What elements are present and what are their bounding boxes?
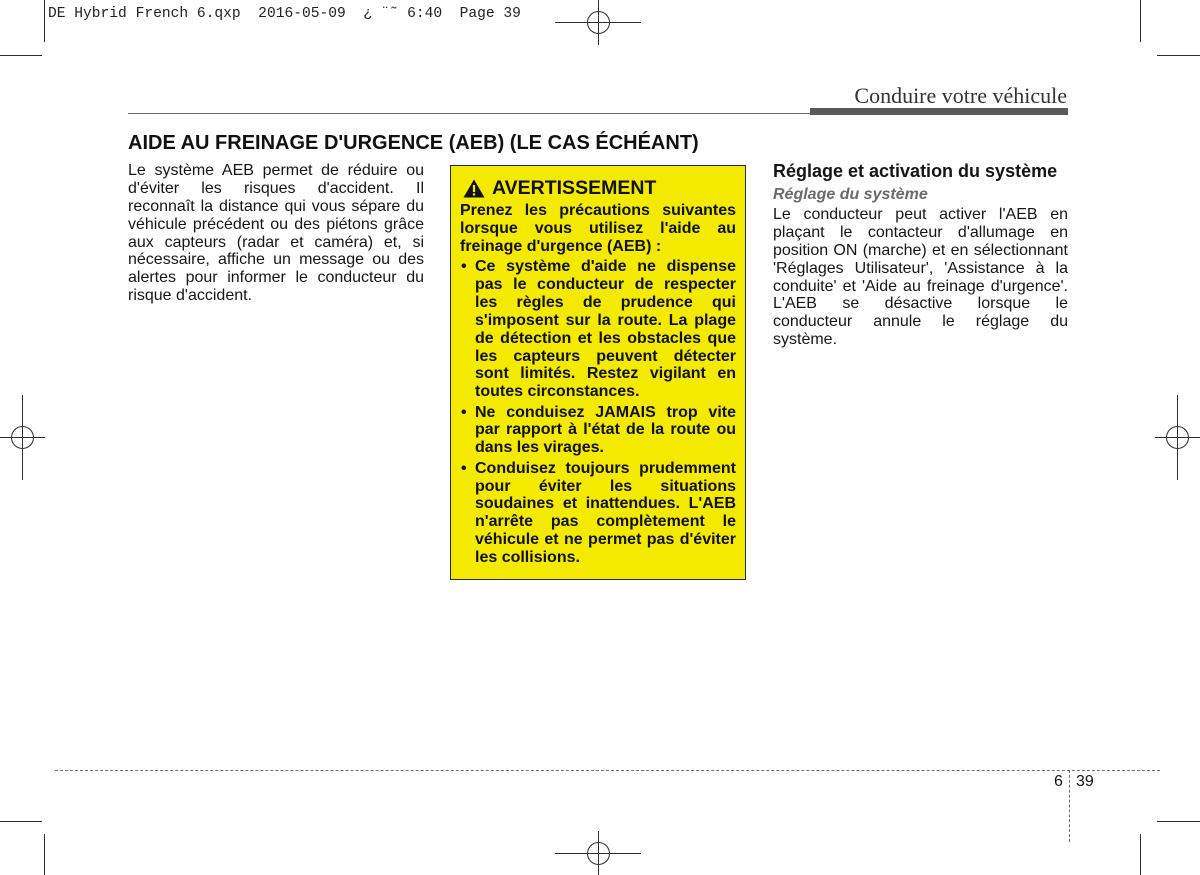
text-line: L'AEB se désactive lorsque le: [773, 295, 1068, 313]
registration-mark-top: [555, 0, 641, 45]
text-line: n'arrête pas complètement le: [475, 513, 736, 531]
text-line: reconnaît la distance qui vous sépare du: [128, 197, 424, 215]
registration-mark-left: [0, 395, 45, 480]
chapter-number: 6: [1054, 773, 1063, 790]
text-line: freinage d'urgence (AEB) :: [460, 237, 662, 255]
section-title: AIDE AU FREINAGE D'URGENCE (AEB) (LE CAS ÉCHÉANT): [128, 132, 699, 154]
warning-bullet: [460, 404, 736, 458]
crop-mark-top-left: [0, 0, 45, 56]
text-line: véhicule et ne permet pas d'éviter: [475, 531, 736, 549]
text-line: position ON (marche) et en sélectionnant: [773, 241, 1068, 259]
text-line: les règles de prudence qui: [475, 293, 736, 311]
warning-bullet-text: [475, 404, 736, 458]
text-line: risque d'accident.: [128, 287, 253, 305]
text-line: les collisions.: [475, 549, 580, 567]
print-slug: DE Hybrid French 6.qxp 2016-05-09 ¿ ¨˜ 6:40 Page 39: [48, 6, 521, 22]
text-line: lorsque vous utilisez l'aide au: [460, 219, 736, 237]
text-line: conduite' et 'Aide au freinage d'urgence'.: [773, 277, 1068, 295]
warning-bullet: [460, 460, 736, 567]
text-line: Prenez les précautions suivantes: [460, 202, 736, 219]
text-line: sont limités. Restez vigilant en: [475, 365, 736, 383]
text-line: de détection et les obstacles que: [475, 329, 736, 347]
page-number: 39: [1076, 773, 1094, 790]
warning-bullet: [460, 258, 736, 401]
warning-bullet-text: [475, 460, 736, 567]
warning-triangle-icon: [463, 179, 485, 198]
registration-mark-bottom: [555, 831, 641, 875]
text-line: Conduisez toujours prudemment: [475, 459, 736, 477]
text-line: par rapport à l'état de la route ou: [475, 421, 736, 439]
text-line: système.: [773, 331, 838, 349]
warning-bullet-text: [475, 258, 736, 401]
text-line: Ne conduisez JAMAIS trop vite: [475, 403, 736, 421]
footer-rule: [55, 770, 1160, 771]
text-line: conducteur annule le réglage du: [773, 313, 1068, 331]
text-line: Le conducteur peut activer l'AEB en: [773, 206, 1068, 223]
registration-mark-right: [1155, 395, 1200, 480]
text-line: dans les virages.: [475, 439, 604, 457]
settings-column: [773, 160, 1068, 349]
text-line: toutes circonstances.: [475, 383, 640, 401]
header-bar: [810, 108, 1068, 115]
text-line: véhicule précédent ou des piétons grâce: [128, 215, 424, 233]
warning-title: AVERTISSEMENT: [492, 177, 657, 199]
text-line: 'Réglages Utilisateur', 'Assistance à la: [773, 259, 1068, 277]
text-line: s'imposent sur la route. La plage: [475, 311, 736, 329]
text-line: alertes pour informer le conducteur du: [128, 269, 424, 287]
text-line: pas le conducteur de respecter: [475, 275, 736, 293]
bullet-glyph: •: [461, 258, 467, 276]
warning-box: [450, 165, 746, 580]
text-line: Le système AEB permet de réduire ou: [128, 162, 424, 179]
bullet-glyph: •: [461, 459, 467, 477]
intro-paragraph: [128, 162, 424, 305]
text-line: soudaines et inattendues. L'AEB: [475, 495, 736, 513]
crop-mark-top-right: [1141, 0, 1200, 56]
settings-subheading: Réglage du système: [773, 186, 928, 203]
warning-content: [460, 202, 736, 567]
text-line: Ce système d'aide ne dispense: [475, 258, 736, 276]
text-line: plaçant le contacteur d'allumage en: [773, 223, 1068, 241]
text-line: nécessaire, affiche un message ou des: [128, 251, 424, 269]
text-line: aux capteurs (radar et caméra) et, si: [128, 233, 424, 251]
crop-mark-bottom-left: [0, 822, 45, 875]
text-line: les capteurs peuvent détecter: [475, 347, 736, 365]
crop-mark-bottom-right: [1141, 822, 1200, 875]
warning-intro: [460, 202, 736, 256]
settings-heading: Réglage et activation du système: [773, 161, 1058, 181]
footer-divider: [1069, 770, 1070, 842]
settings-paragraph: [773, 206, 1068, 349]
text-line: d'éviter les risques d'accident. Il: [128, 179, 424, 197]
bullet-glyph: •: [461, 403, 467, 421]
chapter-title: Conduire votre véhicule: [854, 83, 1067, 108]
text-line: pour éviter les situations: [475, 477, 736, 495]
